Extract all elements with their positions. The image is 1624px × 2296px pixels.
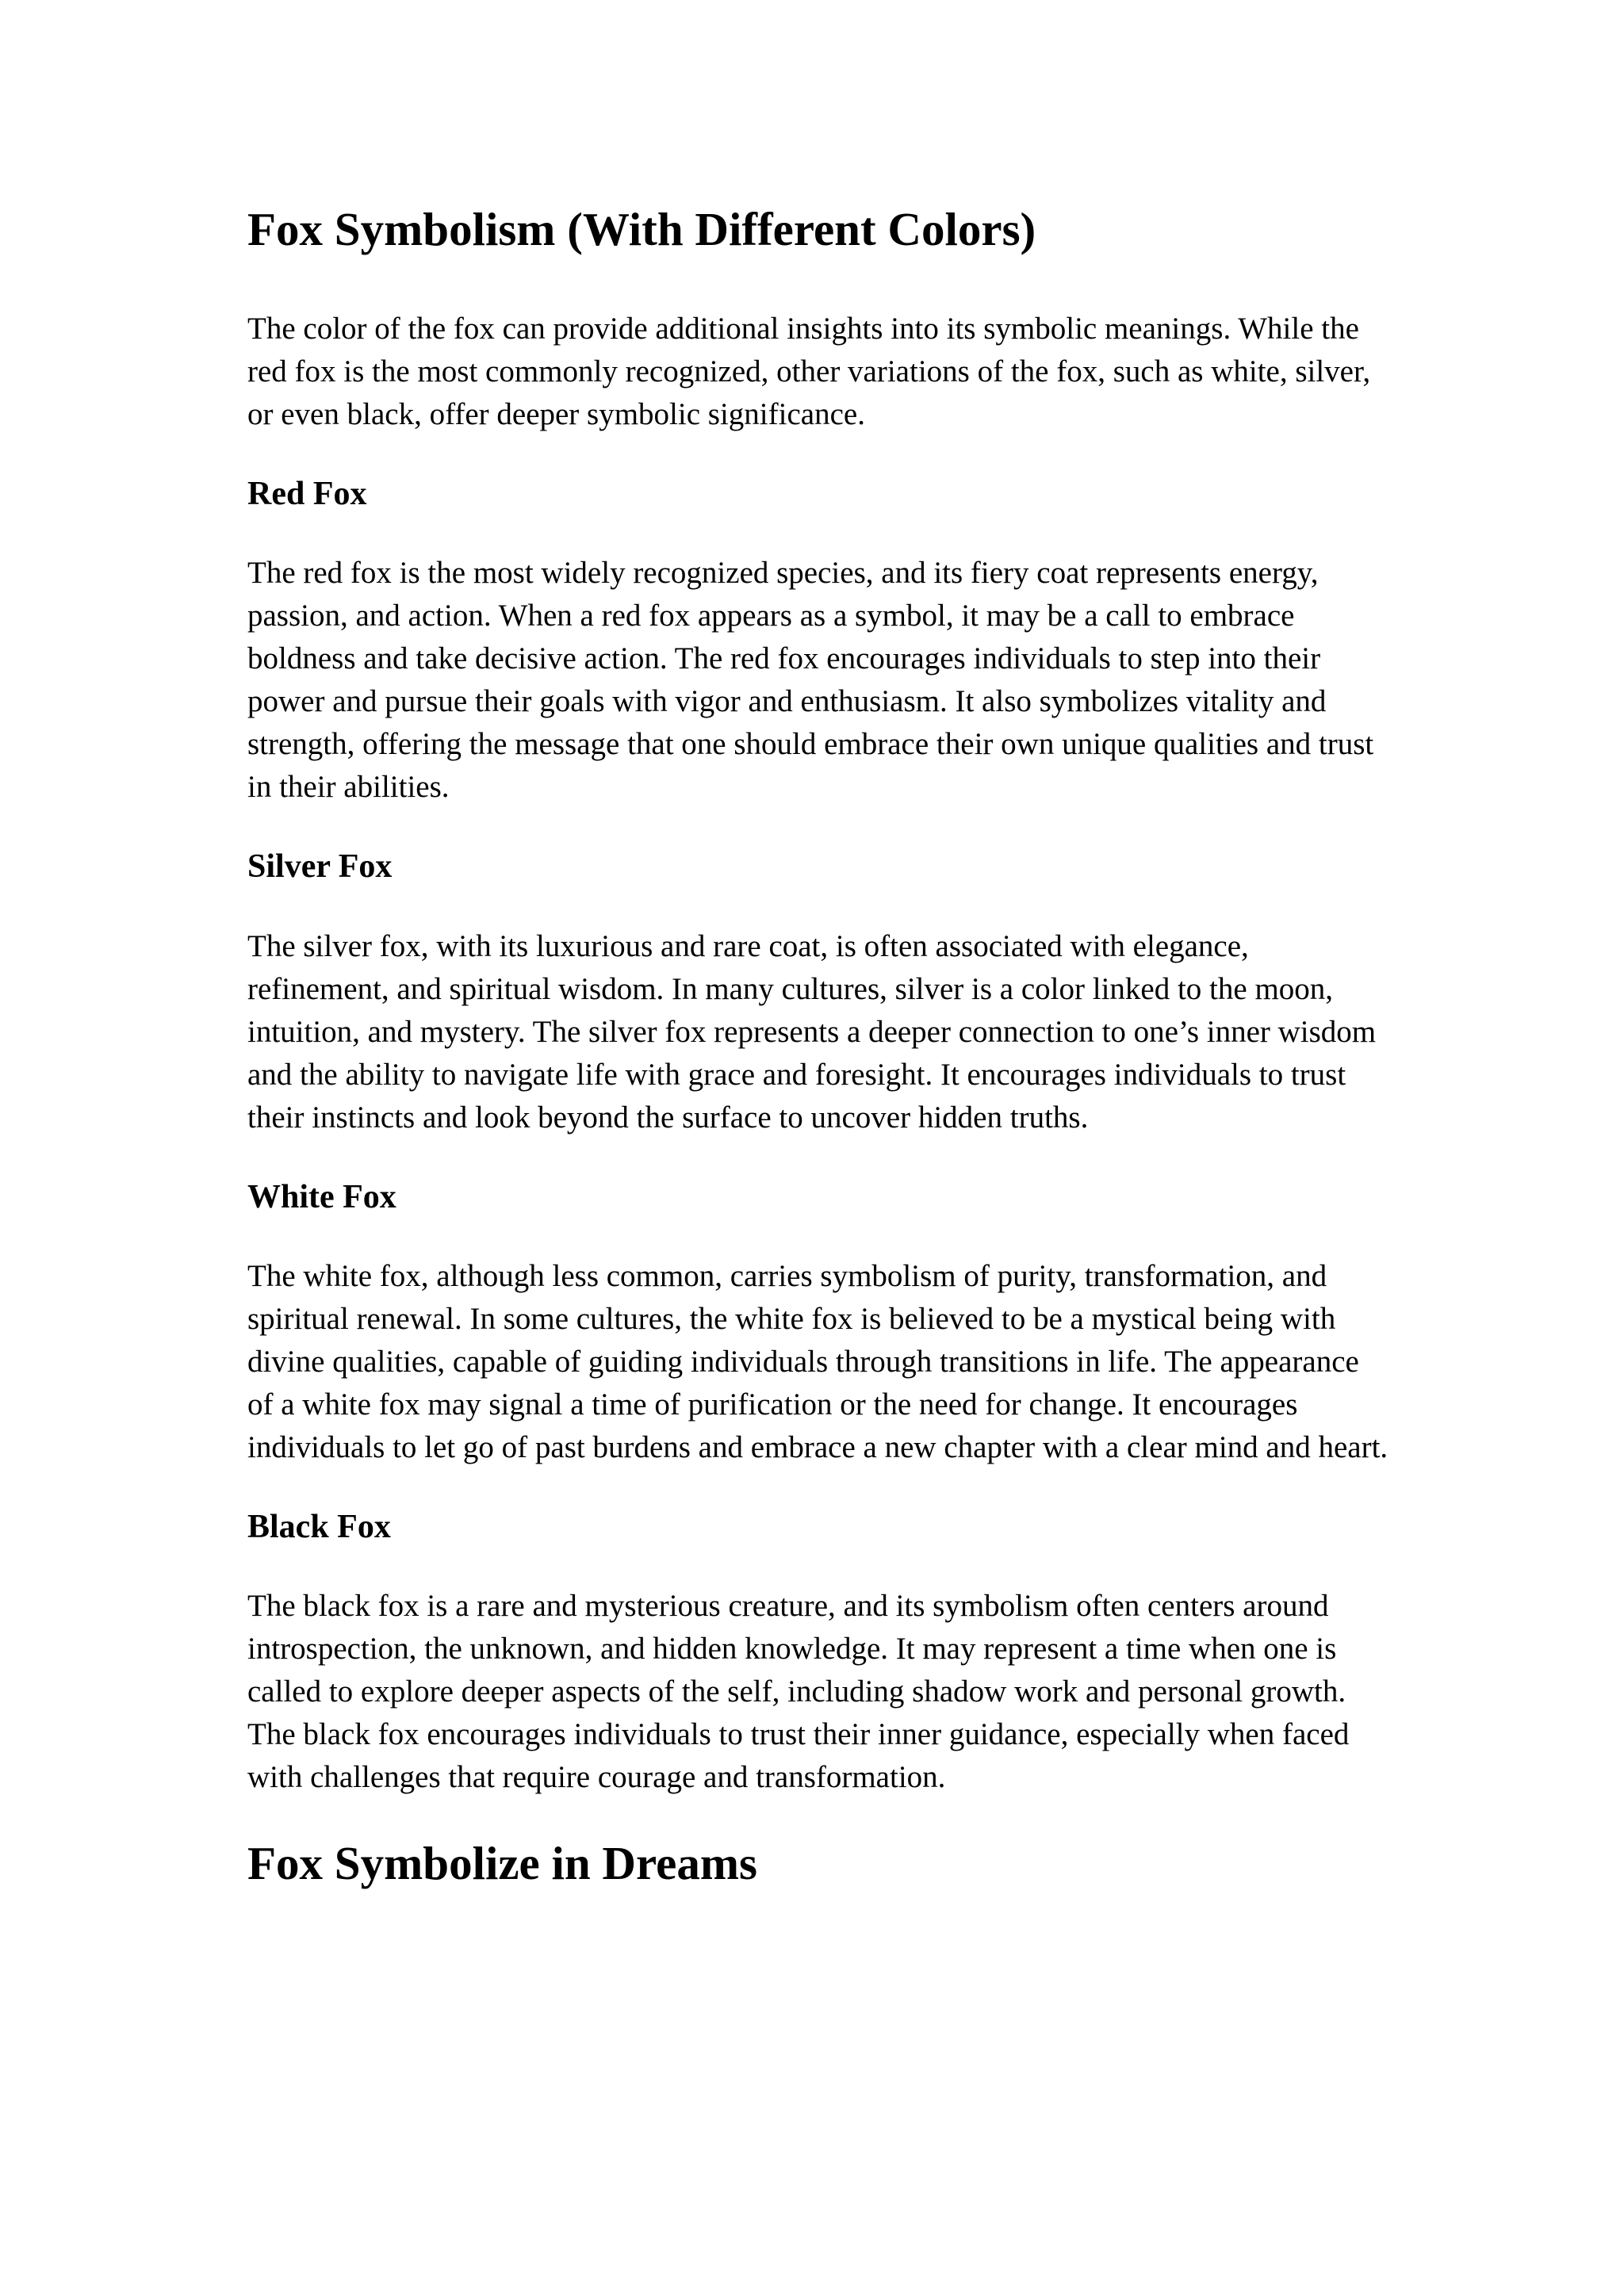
section-text-white-fox: The white fox, although less common, carries symbolism of purity, transformation, and spiritual renewal. In some cultures, the white fox is believed to be a mystical being with divine qualities, capable of guiding individuals through transitions in life. The appearance of a white fox may signal a time of purification or the need for change. It encourages individuals to let go of past burdens and embrace a new chapter with a clear mind and heart. [247,1259,1388,1465]
next-section-title: Fox Symbolize in Dreams [247,1837,757,1890]
page-title: Fox Symbolism (With Different Colors) [247,203,1036,255]
intro-paragraph: The color of the fox can provide additional insights into its symbolic meanings. While the red fox is the most commonly recognized, other variations of the fox, such as white, silver, or even black, offer deeper symbolic significance. [247,311,1371,431]
section-heading-white-fox: White Fox [247,1178,396,1215]
section-heading-silver-fox: Silver Fox [247,848,393,886]
section-text-black-fox: The black fox is a rare and mysterious creature, and its symbolism often centers around introspection, the unknown, and hidden knowledge. It may represent a time when one is called to explore deeper aspects of the self, including shadow work and personal growth. The black fox encourages individuals to trust their inner guidance, especially when faced with challenges that require courage and transformation. [247,1589,1350,1795]
section-text-silver-fox: The silver fox, with its luxurious and rare coat, is often associated with elegance, refinement, and spiritual wisdom. In many cultures, silver is a color linked to the moon, intuition, and mystery. The silver fox represents a deeper connection to one’s inner wisdom and the ability to navigate life with grace and foresight. It encourages individuals to trust their instincts and look beyond the surface to uncover hidden truths. [247,928,1377,1135]
section-text-red-fox: The red fox is the most widely recognized species, and its fiery coat represents energy, passion, and action. When a red fox appears as a symbol, it may be a call to embrace boldness and take decisive action. The red fox encourages individuals to step into their power and pursue their goals with vigor and enthusiasm. It also symbolizes vitality and strength, offering the message that one should embrace their own unique qualities and trust in their abilities. [247,556,1374,805]
section-heading-black-fox: Black Fox [247,1509,391,1546]
document-content [247,203,1389,1891]
section-heading-red-fox: Red Fox [247,475,367,512]
